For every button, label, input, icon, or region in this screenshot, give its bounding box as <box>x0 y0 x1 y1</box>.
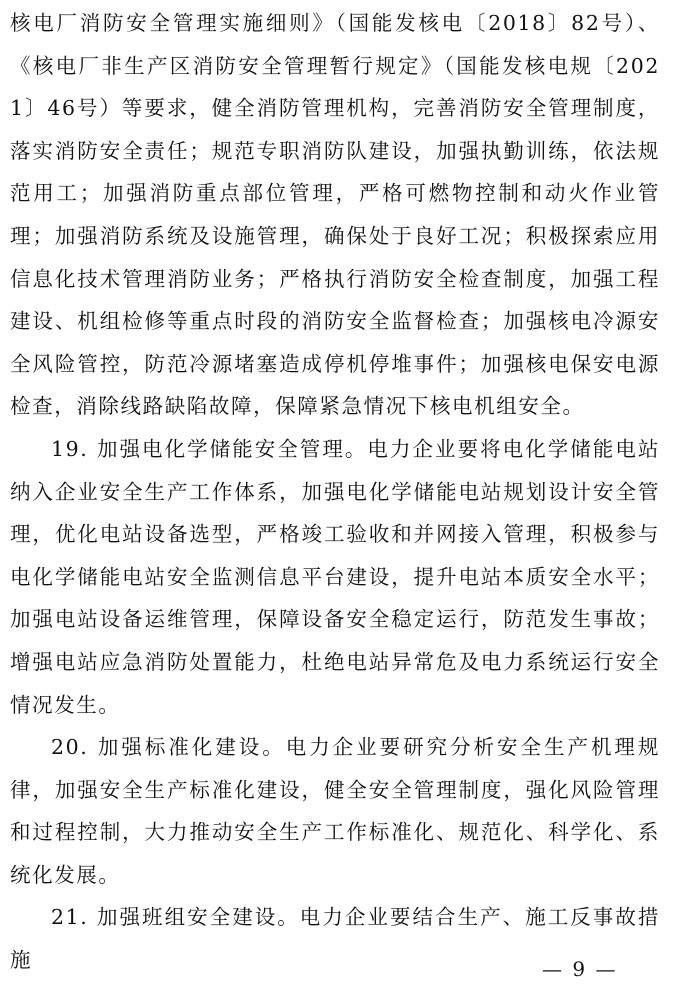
paragraph-item-20: 20. 加强标准化建设。电力企业要研究分析安全生产机理规律，加强安全生产标准化建设，健全安全管理制度，强化风险管理和过程控制，大力推动安全生产工作标准化、规范化、科学化、系统化发展。 <box>10 735 660 887</box>
page-number: — 9 — <box>542 957 618 981</box>
paragraph-item-21: 21. 加强班组安全建设。电力企业要结合生产、施工反事故措施 <box>10 905 660 973</box>
document-body <box>10 2 660 982</box>
paragraph-continued: 核电厂消防安全管理实施细则》（国能发核电〔2018〕82号）、《核电厂非生产区消防安全管理暂行规定》（国能发核电规〔2021〕46号）等要求，健全消防管理机构，完善消防安全管理制度，落实消防安全责任；规范专职消防队建设，加强执勤训练，依法规范用工；加强消防重点部位管理，严格可燃物控制和动火作业管理；加强消防系统及设施管理，确保处于良好工况；积极探索应用信息化技术管理消防业务；严格执行消防安全检查制度，加强工程建设、机组检修等重点时段的消防安全监督检查；加强核电冷源安全风险管控，防范冷源堵塞造成停机停堆事件；加强核电保安电源检查，消除线路缺陷故障，保障紧急情况下核电机组安全。 <box>10 11 660 419</box>
paragraph-item-19: 19. 加强电化学储能安全管理。电力企业要将电化学储能电站纳入企业安全生产工作体系，加强电化学储能电站规划设计安全管理，优化电站设备选型，严格竣工验收和并网接入管理，积极参与电化学储能电站安全监测信息平台建设，提升电站本质安全水平；加强电站设备运维管理，保障设备安全稳定运行，防范发生事故；增强电站应急消防处置能力，杜绝电站异常危及电力系统运行安全情况发生。 <box>10 436 660 717</box>
